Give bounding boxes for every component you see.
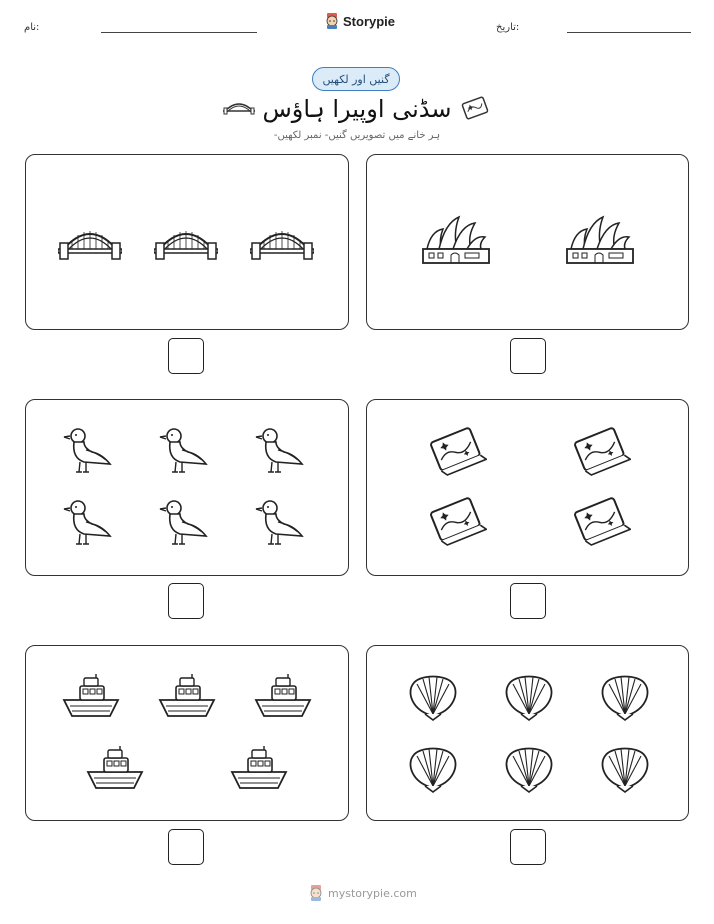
instruction-text: ہر خانے میں تصویریں گنیں- نمبر لکھیں- (273, 130, 441, 141)
storypie-mascot-icon (324, 12, 340, 30)
seashell-icon (501, 742, 557, 794)
boat-icon (86, 746, 144, 792)
seashell-icon (405, 742, 461, 794)
boat-icon (158, 674, 216, 720)
answer-box-maps[interactable] (510, 583, 546, 619)
harbour-bridge-icon (250, 219, 314, 263)
seagull-icon (62, 496, 118, 548)
date-line[interactable] (567, 32, 691, 33)
seashell-icon (405, 670, 461, 722)
storypie-mascot-icon (308, 884, 324, 902)
panel-maps (366, 399, 689, 576)
seashell-icon (597, 742, 653, 794)
brand-name: Storypie (343, 13, 396, 29)
panel-boats (25, 645, 349, 821)
map-icon (569, 426, 631, 476)
boat-icon (62, 674, 120, 720)
answer-box-boats[interactable] (168, 829, 204, 865)
answer-box-seashells[interactable] (510, 829, 546, 865)
harbour-bridge-icon (58, 219, 122, 263)
panel-harbour-bridges (25, 154, 349, 330)
name-label: نام: (24, 22, 40, 33)
seagull-icon (158, 424, 214, 476)
seagull-icon (254, 424, 310, 476)
footer (308, 884, 417, 902)
boat-icon (254, 674, 312, 720)
seagull-icon (62, 424, 118, 476)
page-title: سڈنی اوپیرا ہاؤس (262, 95, 452, 123)
map-icon (425, 426, 487, 476)
map-icon (569, 496, 631, 546)
boat-icon (230, 746, 288, 792)
opera-house-icon (421, 213, 491, 269)
activity-tag: گنیں اور لکھیں (312, 67, 400, 91)
answer-box-seagulls[interactable] (168, 583, 204, 619)
map-icon (425, 496, 487, 546)
seagull-icon (254, 496, 310, 548)
panel-seashells (366, 645, 689, 821)
opera-house-icon (565, 213, 635, 269)
seashell-icon (597, 670, 653, 722)
name-line[interactable] (101, 32, 257, 33)
seashell-icon (501, 670, 557, 722)
map-icon (459, 95, 491, 121)
harbour-bridge-icon (154, 219, 218, 263)
panel-seagulls (25, 399, 349, 576)
panel-opera-houses (366, 154, 689, 330)
answer-box-harbour-bridges[interactable] (168, 338, 204, 374)
answer-box-opera-houses[interactable] (510, 338, 546, 374)
footer-url[interactable]: mystorypie.com (328, 886, 417, 900)
brand-logo (324, 12, 395, 30)
date-label: تاریخ: (496, 22, 520, 33)
harbour-bridge-icon (222, 96, 256, 116)
seagull-icon (158, 496, 214, 548)
